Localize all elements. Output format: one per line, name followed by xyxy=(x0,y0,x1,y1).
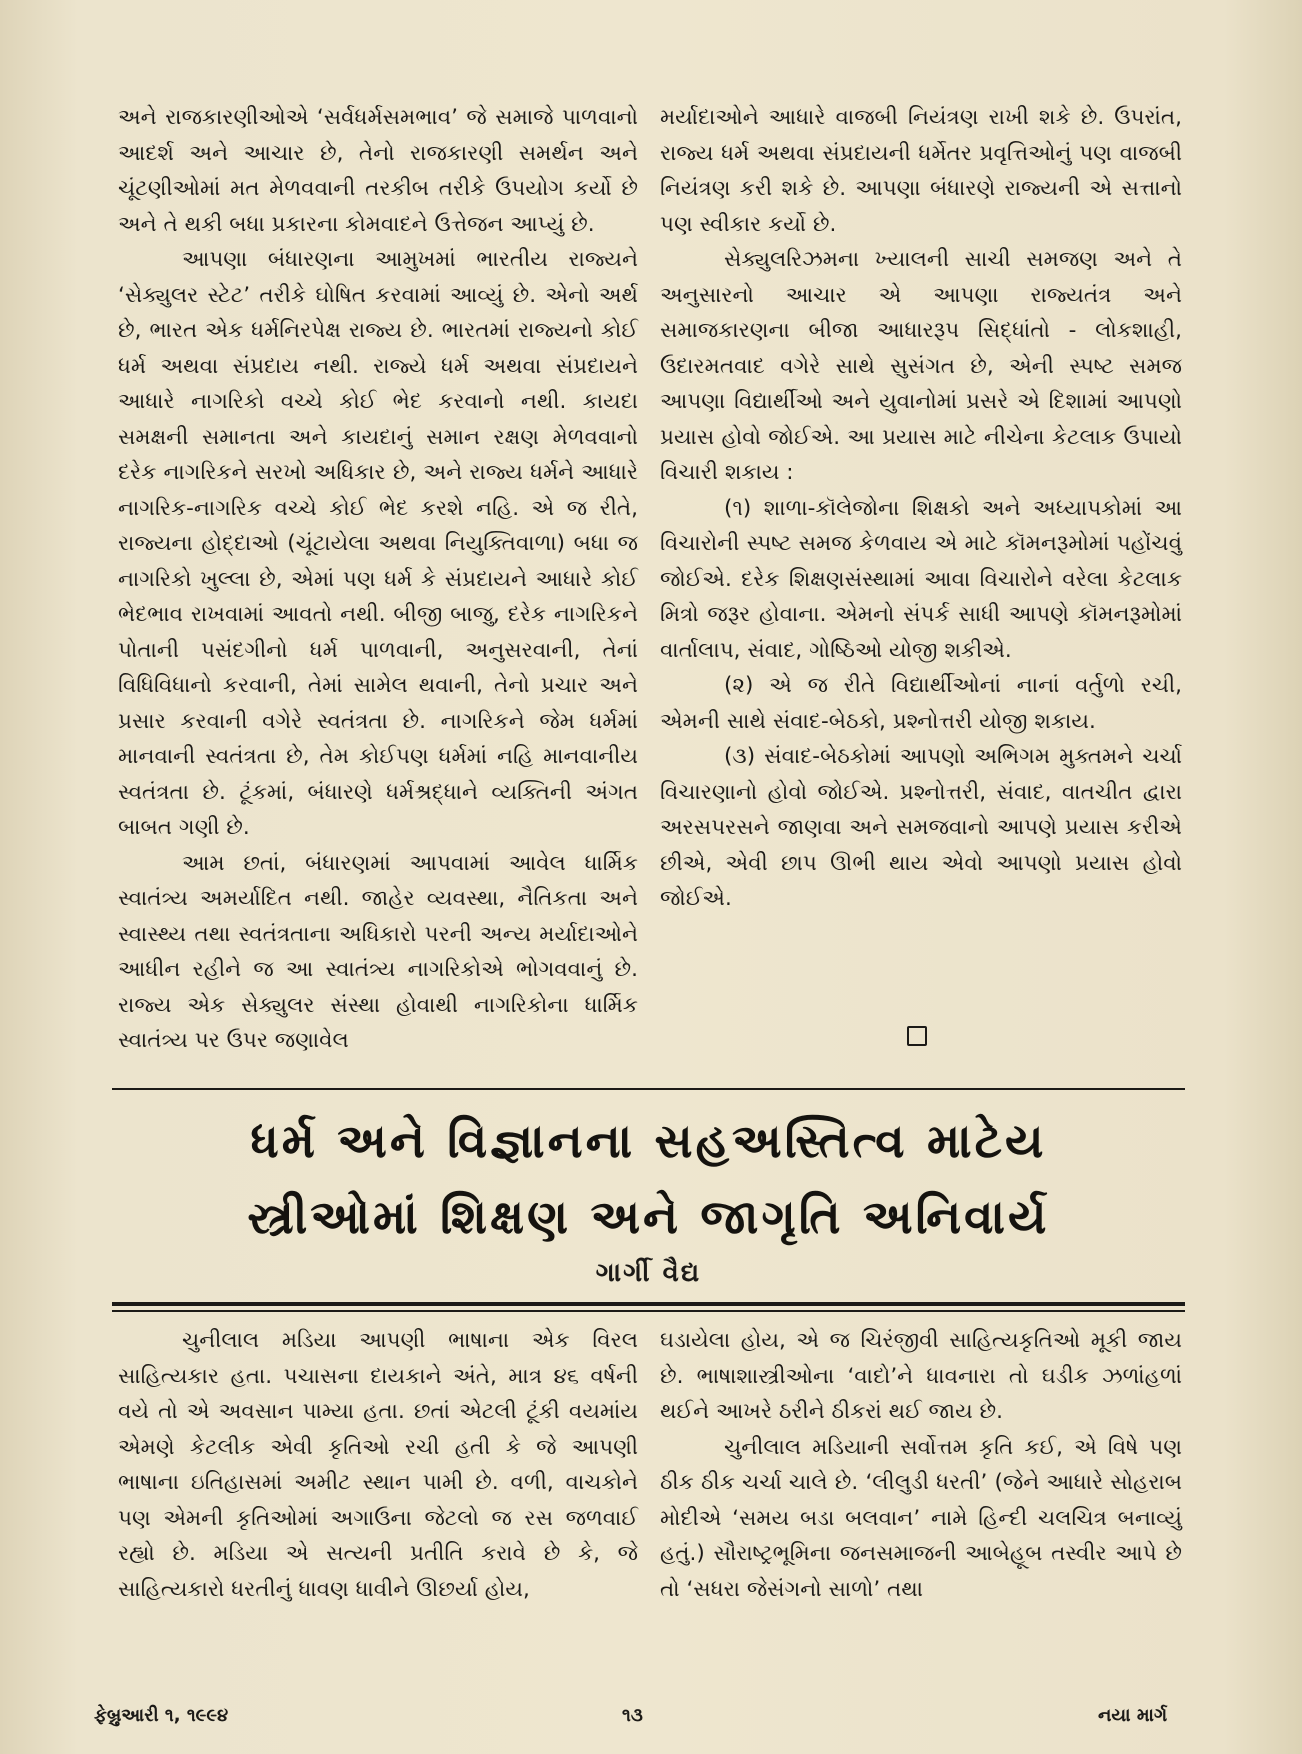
page-number: ૧૩ xyxy=(622,1705,643,1726)
paragraph: ચુનીલાલ મડિયાની સર્વોત્તમ કૃતિ કઈ, એ વિષે પણ ઠીક ઠીક ચર્ચા ચાલે છે. ‘લીલુડી ધરતી’ (જેને આધારે સોહરાબ મોદીએ ‘સમય બડા બલવાન’ નામે હિન્દી ચલચિત્ર બનાવ્યું હતું.) સૌરાષ્ટ્રભૂમિના જનસમાજની આબેહૂબ તસ્વીર આપે છે તો ‘સધરા જેસંગનો સાળો’ તથા xyxy=(660,1434,1182,1602)
paragraph: (૨) એ જ રીતે વિદ્યાર્થીઓનાં નાનાં વર્તુળો રચી, એમની સાથે સંવાદ-બેઠકો, પ્રશ્નોત્તરી યોજી શકાય. xyxy=(660,673,1182,734)
article-end-mark xyxy=(907,1026,927,1046)
paragraph: (૩) સંવાદ-બેઠકોમાં આપણો અભિગમ મુક્તમને ચર્ચા વિચારણાનો હોવો જોઈએ. પ્રશ્નોત્તરી, સંવાદ, વાતચીત દ્વારા અરસપરસને જાણવા અને સમજવાનો આપણે પ્રયાસ કરીએ છીએ, એવી છાપ ઊભી થાય એવો આપણો પ્રયાસ હોવો જોઈએ. xyxy=(660,744,1182,911)
article-column-top-right xyxy=(660,100,1182,917)
paragraph: સેક્યુલરિઝમના ખ્યાલની સાચી સમજણ અને તે અનુસારનો આચાર એ આપણા રાજ્યતંત્ર અને સમાજકારણના બીજા આધારરૂપ સિદ્ધાંતો - લોકશાહી, ઉદારમતવાદ વગેરે સાથે સુસંગત છે, એની સ્પષ્ટ સમજ આપણા વિદ્યાર્થીઓ અને યુવાનોમાં પ્રસરે એ દિશામાં આપણો પ્રયાસ હોવો જોઈએ. આ પ્રયાસ માટે નીચેના કેટલાક ઉપાયો વિચારી શકાય : xyxy=(660,247,1182,485)
article-column-top-left xyxy=(118,100,638,1059)
author-byline: ગાર્ગી વૈદ્ય xyxy=(595,1258,702,1288)
article-headline-line2: સ્ત્રીઓમાં શિક્ષણ અને જાગૃતિ અનિવાર્ય xyxy=(247,1190,1050,1245)
paragraph: ઘડાયેલા હોય, એ જ ચિરંજીવી સાહિત્યકૃતિઓ મૂકી જાય છે. ભાષાશાસ્ત્રીઓના ‘વાદો’ને ધાવનારા તો ઘડીક ઝળાંહળાં થઈને આખરે ઠરીને ઠીકરાં થઈ જાય છે. xyxy=(660,1328,1182,1424)
paragraph: આમ છતાં, બંધારણમાં આપવામાં આવેલ ધાર્મિક સ્વાતંત્ર્ય અમર્યાદિત નથી. જાહેર વ્યવસ્થા, નૈતિકતા અને સ્વાસ્થ્ય તથા સ્વતંત્રતાના અધિકારો પરની અન્ય મર્યાદાઓને આધીન રહીને જ આ સ્વાતંત્ર્ય નાગરિકોએ ભોગવવાનું છે. રાજ્ય એક સેક્યુલર સંસ્થા હોવાથી નાગરિકોના ધાર્મિક સ્વાતંત્ર્ય પર ઉપર જણાવેલ xyxy=(118,850,638,1053)
section-divider xyxy=(112,1088,1185,1090)
magazine-name: નયા માર્ગ xyxy=(1098,1705,1168,1726)
article-column-bottom-left xyxy=(118,1323,638,1607)
article-column-bottom-right xyxy=(660,1323,1182,1607)
headline-rule-upper xyxy=(112,1302,1185,1306)
paragraph: (૧) શાળા-કૉલેજોના શિક્ષકો અને અધ્યાપકોમાં આ વિચારોની સ્પષ્ટ સમજ કેળવાય એ માટે કૉમનરૂમોમાં પહોંચવું જોઈએ. દરેક શિક્ષણસંસ્થામાં આવા વિચારોને વરેલા કેટલાક મિત્રો જરૂર હોવાના. એમનો સંપર્ક સાધી આપણે કૉમનરૂમોમાં વાર્તાલાપ, સંવાદ, ગોષ્ઠિઓ યોજી શકીએ. xyxy=(660,495,1182,663)
headline-rule-lower xyxy=(112,1310,1185,1312)
paragraph: મર્યાદાઓને આધારે વાજબી નિયંત્રણ રાખી શકે છે. ઉપરાંત, રાજ્ય ધર્મ અથવા સંપ્રદાયની ધર્મેતર પ્રવૃત્તિઓનું પણ વાજબી નિયંત્રણ કરી શકે છે. આપણા બંધારણે રાજ્યની એ સત્તાનો પણ સ્વીકાર કર્યો છે. xyxy=(660,105,1182,237)
footer-date: ફેબ્રુઆરી ૧, ૧૯૯૪ xyxy=(94,1705,229,1726)
paragraph: આપણા બંધારણના આમુખમાં ભારતીય રાજ્યને ‘સેક્યુલર સ્ટેટ’ તરીકે ઘોષિત કરવામાં આવ્યું છે. એનો અર્થ છે, ભારત એક ધર્મનિરપેક્ષ રાજ્ય છે. ભારતમાં રાજ્યનો કોઈ ધર્મ અથવા સંપ્રદાય નથી. રાજ્યે ધર્મ અથવા સંપ્રદાયને આધારે નાગરિકો વચ્ચે કોઈ ભેદ કરવાનો નથી. કાયદા સમક્ષની સમાનતા અને કાયદાનું સમાન રક્ષણ મેળવવાનો દરેક નાગરિકને સરખો અધિકાર છે, અને રાજ્ય ધર્મને આધારે નાગરિક-નાગરિક વચ્ચે કોઈ ભેદ કરશે નહિ. એ જ રીતે, રાજ્યના હોદ્દાઓ (ચૂંટાયેલા અથવા નિયુક્તિવાળા) બધા જ નાગરિકો ખુલ્લા છે, એમાં પણ ધર્મ કે સંપ્રદાયને આધારે કોઈ ભેદભાવ રાખવામાં આવતો નથી. બીજી બાજુ, દરેક નાગરિકને પોતાની પસંદગીનો ધર્મ પાળવાની, અનુસરવાની, તેનાં વિધિવિધાનો કરવાની, તેમાં સામેલ થવાની, તેનો પ્રચાર અને પ્રસાર કરવાની વગેરે સ્વતંત્રતા છે. નાગરિકને જેમ ધર્મમાં માનવાની સ્વતંત્રતા છે, તેમ કોઈપણ ધર્મમાં નહિ માનવાનીય સ્વતંત્રતા છે. ટૂંકમાં, બંધારણે ધર્મશ્રદ્ધાને વ્યક્તિની અંગત બાબત ગણી છે. xyxy=(118,247,638,840)
paragraph: અને રાજકારણીઓએ ‘સર્વધર્મસમભાવ’ જે સમાજે પાળવાનો આદર્શ અને આચાર છે, તેનો રાજકારણી સમર્થન અને ચૂંટણીઓમાં મત મેળવવાની તરકીબ તરીકે ઉપયોગ કર્યો છે અને તે થકી બધા પ્રકારના કોમવાદને ઉત્તેજન આપ્યું છે. xyxy=(118,105,638,237)
article-headline-line1: ધર્મ અને વિજ્ઞાનના સહઅસ્તિત્વ માટેય xyxy=(250,1114,1047,1169)
paragraph: ચુનીલાલ મડિયા આપણી ભાષાના એક વિરલ સાહિત્યકાર હતા. પચાસના દાયકાને અંતે, માત્ર ૪૬ વર્ષની વયે તો એ અવસાન પામ્યા હતા. છતાં એટલી ટૂંકી વયમાંય એમણે કેટલીક એવી કૃતિઓ રચી હતી કે જે આપણી ભાષાના ઇતિહાસમાં અમીટ સ્થાન પામી છે. વળી, વાચકોને પણ એમની કૃતિઓમાં અગાઉના જેટલો જ રસ જળવાઈ રહ્યો છે. મડિયા એ સત્યની પ્રતીતિ કરાવે છે કે, જે સાહિત્યકારો ધરતીનું ધાવણ ધાવીને ઊછર્યા હોય, xyxy=(118,1328,638,1602)
